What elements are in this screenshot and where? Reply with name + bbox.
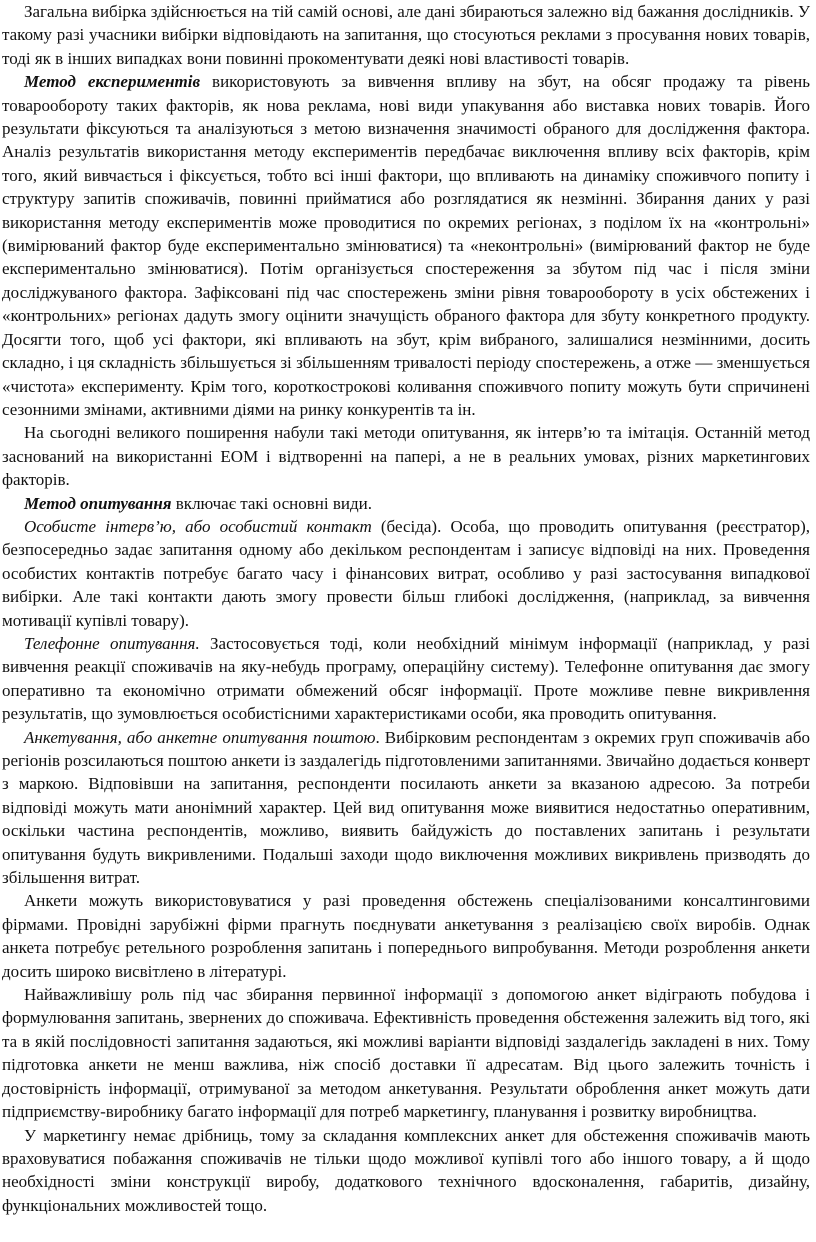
paragraph-experiment-method (2, 70, 810, 421)
paragraph-text: (бесіда). Особа, що проводить опитування (реєстратор), безпосередньо задає запитання одному або декільком респондентам і записує відповіді на них. Проведення особистих контактів потребує багато часу і фінансових витрат, особливо у разі застосування випадкової вибірки. Але такі контакти дають змогу провести більш глибокі дослідження, (наприклад, за вивчення мотивації купівлі товару). (2, 516, 811, 630)
term-personal-interview: Особисте інтерв’ю, або особистий контакт (24, 516, 372, 536)
paragraph-mail-survey (2, 726, 810, 890)
paragraph-survey-method (2, 492, 810, 515)
term-survey-method: Метод опитування (24, 493, 172, 513)
paragraph-text: Найважливішу роль під час збирання первинної інформації з допомогою анкет відіграють побудова і формулювання запитань, звернених до споживача. Ефективність проведення обстеження залежить від того, які та в якій послідовності запитання задаються, які можливі варіанти відповіді заздалегідь закладені в них. Тому підготовка анкети не менш важлива, ніж спосіб доставки її адресатам. Від цього залежить точність і достовірність інформації, отримуваної за методом анкетування. Результати оброблення анкет можуть дати підприємству-виробнику багато інформації для потреб маркетингу, планування і розвитку виробництва. (2, 985, 810, 1122)
paragraph-text: . Вибірковим респондентам з окремих груп споживачів або регіонів розсилаються поштою анкети із заздалегідь підготовленими запитаннями. Звичайно додається конверт з маркою. Відповівши на запитання, респонденти посилають анкети за вказаною адресою. За потреби відповіді можуть мати анонімний характер. Цей вид опитування може виявитися недостатньо оперативним, оскільки частина респондентів, можливо, виявить байдужість до поставлених запитань і результати опитування будуть викривленими. Подальші заходи щодо виключення можливих викривлень призводять до збільшення витрат. (2, 727, 810, 888)
paragraph-text: На сьогодні великого поширення набули такі методи опитування, як інтерв’ю та імітація. Останній метод заснований на використанні ЕОМ і відтворенні на папері, а не в реальних умовах, різних маркетингових факторів. (2, 423, 810, 490)
paragraph-text: використовують за вивчення впливу на збут, на обсяг продажу та рівень товарообороту таких факторів, як нова реклама, нові види упакування або виставка нових товарів. Його результати фіксуються та аналізуються з метою визначення значимості обраного для дослідження фактора. Аналіз результатів використання методу експериментів передбачає виключення впливу всіх факторів, крім того, який вивчається і фіксується, тобто всі інші фактори, що впливають на динаміку споживчого попиту і структуру запитів споживачів, повинні прийматися або розглядатися як незмінні. Збирання даних у разі використання методу експериментів може проводитися по окремих регіонах, з поділом їх на «контрольні» (вимірюваний фактор буде експериментально змінюватися) та «неконтрольні» (вимірюваний фактор не буде експериментально змінюватися). Потім організується спостереження за збутом під час і після зміни досліджуваного фактора. Зафіксовані під час спостережень зміни рівня товарообороту в усіх обстежених і «контрольних» регіонах дадуть змогу оцінити значущість обраного фактора для збуту конкретного продукту. Досягти того, щоб усі фактори, які впливають на збут, крім вибраного, залишалися незмінними, досить складно, і ця складність збільшується зі збільшенням тривалості періоду спостережень, а отже — зменшується «чистота» експерименту. Крім того, короткострокові коливання споживчого попиту можуть бути спричинені сезонними змінами, активними діями на ринку конкурентів та ін. (2, 72, 811, 419)
paragraph-text: Застосовується тоді, коли необхідний мінімум інформації (наприклад, у разі вивчення реакції споживачів на яку-небудь програму, операційну систему). Телефонне опитування дає змогу оперативно та економічно отримати обмежений обсяг інформації. Проте можливе певне викривлення результатів, що зумовлюється особистісними характеристиками особи, яка проводить опитування. (2, 633, 810, 724)
paragraph-marketing-details (2, 1124, 810, 1218)
paragraph-consulting-firms (2, 889, 810, 983)
paragraph-personal-interview (2, 515, 810, 632)
term-experiment-method: Метод експериментів (24, 72, 201, 92)
term-phone-survey: Телефонне опитування. (24, 633, 200, 653)
paragraph-text: включає такі основні види. (171, 493, 372, 513)
paragraph-text: У маркетингу немає дрібниць, тому за складання комплексних анкет для обстеження споживачів мають враховуватися побажання споживачів не тільки щодо можливої купівлі того або іншого товару, а й щодо необхідності зміни конструкції виробу, додаткового технічного вдосконалення, габаритів, дизайну, функціональних можливостей тощо. (2, 1125, 810, 1215)
paragraph-text: Загальна вибірка здійснюється на тій самій основі, але дані збираються залежно від бажання дослідників. У такому разі учасники вибірки відповідають на запитання, що стосуються реклами з просування нових товарів, тоді як в інших випадках вони повинні прокоментувати деякі нові властивості товарів. (2, 2, 810, 68)
paragraph-general-sample (2, 0, 810, 70)
paragraph-survey-methods-intro (2, 421, 810, 491)
term-mail-survey: Анкетування, або анкетне опитування поштою (24, 727, 376, 747)
paragraph-text: Анкети можуть використовуватися у разі проведення обстежень спеціалізованими консалтинговими фірмами. Провідні зарубіжні фірми прагнуть поєднувати анкетування з реалізацією своїх виробів. Однак анкета потребує ретельного розроблення запитань і попереднього випробування. Методи розроблення анкети досить широко висвітлено в літературі. (2, 891, 810, 981)
paragraph-phone-survey (2, 632, 810, 726)
paragraph-question-design (2, 983, 810, 1123)
